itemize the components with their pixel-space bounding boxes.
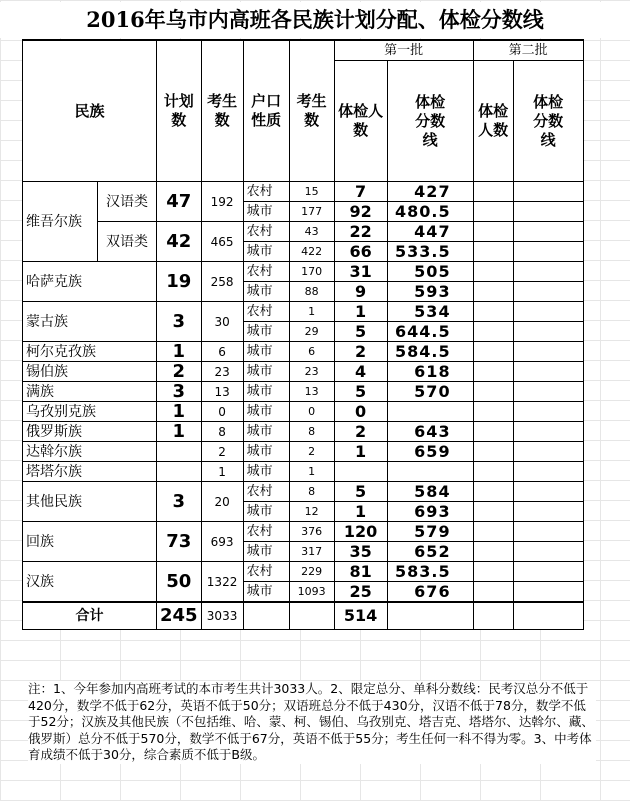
hukou-cell: 城市	[243, 422, 289, 442]
batch2-exam-score-cell	[513, 202, 583, 222]
batch1-exam-count-cell: 0	[334, 402, 387, 422]
hukou-candidates-cell: 88	[289, 282, 334, 302]
batch1-exam-score-cell: 643	[387, 422, 473, 442]
ethnicity-cell: 满族	[23, 382, 157, 402]
plan-count-cell: 47	[157, 182, 202, 222]
hukou-cell: 城市	[243, 322, 289, 342]
batch2-exam-count-cell	[473, 382, 513, 402]
header-ethnicity: 民族	[23, 40, 157, 182]
candidate-count-cell: 13	[201, 382, 243, 402]
hukou-cell: 农村	[243, 302, 289, 322]
hukou-cell: 农村	[243, 562, 289, 582]
batch2-exam-score-cell	[513, 542, 583, 562]
batch2-exam-score-cell	[513, 422, 583, 442]
header-hukou: 户口性质	[243, 40, 289, 182]
hukou-candidates-cell: 170	[289, 262, 334, 282]
ethnicity-cell: 柯尔克孜族	[23, 342, 157, 362]
total-plan-cell: 245	[157, 602, 202, 630]
candidate-count-cell: 8	[201, 422, 243, 442]
batch1-exam-count-cell: 5	[334, 322, 387, 342]
hukou-cell: 农村	[243, 222, 289, 242]
ethnicity-cell: 哈萨克族	[23, 262, 157, 302]
batch1-exam-score-cell: 447	[387, 222, 473, 242]
hukou-cell: 城市	[243, 582, 289, 603]
header-batch1-exam-score: 体检分数线	[387, 61, 473, 182]
batch1-exam-count-cell: 120	[334, 522, 387, 542]
candidate-count-cell: 192	[201, 182, 243, 222]
batch2-exam-score-cell	[513, 242, 583, 262]
batch2-exam-score-cell	[513, 342, 583, 362]
batch1-exam-count-cell: 1	[334, 502, 387, 522]
hukou-cell: 城市	[243, 362, 289, 382]
batch1-exam-count-cell: 35	[334, 542, 387, 562]
table-row	[23, 382, 584, 402]
batch2-exam-count-cell	[473, 542, 513, 562]
batch2-exam-count-cell	[473, 442, 513, 462]
batch2-exam-score-cell	[513, 482, 583, 502]
candidate-count-cell: 6	[201, 342, 243, 362]
batch1-exam-count-cell: 5	[334, 482, 387, 502]
batch2-exam-count-cell	[473, 402, 513, 422]
table-row	[23, 442, 584, 462]
batch1-exam-score-cell: 534	[387, 302, 473, 322]
candidate-count-cell: 0	[201, 402, 243, 422]
table-row	[23, 402, 584, 422]
page-title: 2016年乌市内高班各民族计划分配、体检分数线	[0, 2, 630, 38]
ethnicity-cell: 汉族	[23, 562, 157, 603]
batch2-exam-count-cell	[473, 222, 513, 242]
batch1-exam-score-cell: 427	[387, 182, 473, 202]
batch2-exam-count-cell	[473, 182, 513, 202]
hukou-cell: 农村	[243, 262, 289, 282]
hukou-candidates-cell: 6	[289, 342, 334, 362]
batch1-exam-score-cell	[387, 462, 473, 482]
hukou-candidates-cell: 0	[289, 402, 334, 422]
subcategory-cell: 汉语类	[98, 182, 157, 222]
batch1-exam-score-cell: 584	[387, 482, 473, 502]
batch1-exam-count-cell: 5	[334, 382, 387, 402]
batch1-exam-count-cell: 22	[334, 222, 387, 242]
hukou-candidates-cell: 1	[289, 302, 334, 322]
candidate-count-cell: 1322	[201, 562, 243, 603]
plan-count-cell: 2	[157, 362, 202, 382]
hukou-cell: 城市	[243, 442, 289, 462]
plan-count-cell	[157, 462, 202, 482]
batch1-exam-score-cell: 652	[387, 542, 473, 562]
header-batch2-exam-score: 体检分数线	[513, 61, 583, 182]
batch1-exam-count-cell: 92	[334, 202, 387, 222]
candidate-count-cell: 2	[201, 442, 243, 462]
plan-count-cell: 19	[157, 262, 202, 302]
batch1-exam-count-cell	[334, 462, 387, 482]
batch1-exam-score-cell: 693	[387, 502, 473, 522]
header-batch2-exam-count: 体检人数	[473, 61, 513, 182]
batch1-exam-count-cell: 2	[334, 422, 387, 442]
header-hukou-candidates: 考生数	[289, 40, 334, 182]
hukou-candidates-cell: 43	[289, 222, 334, 242]
batch1-exam-score-cell: 579	[387, 522, 473, 542]
hukou-cell: 农村	[243, 482, 289, 502]
subcategory-cell: 双语类	[98, 222, 157, 262]
total-row	[23, 602, 584, 630]
hukou-candidates-cell: 376	[289, 522, 334, 542]
hukou-cell: 城市	[243, 382, 289, 402]
hukou-cell: 城市	[243, 502, 289, 522]
total-batch1-count-cell: 514	[334, 602, 387, 630]
plan-count-cell: 3	[157, 382, 202, 402]
plan-count-cell: 1	[157, 402, 202, 422]
batch2-exam-score-cell	[513, 442, 583, 462]
hukou-candidates-cell: 29	[289, 322, 334, 342]
hukou-cell: 农村	[243, 182, 289, 202]
ethnicity-cell: 锡伯族	[23, 362, 157, 382]
candidate-count-cell: 465	[201, 222, 243, 262]
batch2-exam-score-cell	[513, 322, 583, 342]
batch1-exam-score-cell: 533.5	[387, 242, 473, 262]
batch1-exam-count-cell: 66	[334, 242, 387, 262]
batch2-exam-score-cell	[513, 282, 583, 302]
ethnicity-cell: 塔塔尔族	[23, 462, 157, 482]
plan-count-cell: 50	[157, 562, 202, 603]
batch1-exam-count-cell: 7	[334, 182, 387, 202]
header-plan: 计划数	[157, 40, 202, 182]
batch2-exam-count-cell	[473, 282, 513, 302]
table-row	[23, 262, 584, 282]
plan-count-cell: 3	[157, 302, 202, 342]
plan-count-cell	[157, 442, 202, 462]
hukou-candidates-cell: 317	[289, 542, 334, 562]
total-batch1-score-cell	[387, 602, 473, 630]
batch2-exam-score-cell	[513, 462, 583, 482]
plan-count-cell: 73	[157, 522, 202, 562]
hukou-candidates-cell: 229	[289, 562, 334, 582]
total-batch2-count-cell	[473, 602, 513, 630]
ethnicity-cell: 维吾尔族	[23, 182, 98, 262]
table-row	[23, 422, 584, 442]
table-row	[23, 482, 584, 502]
hukou-candidates-cell: 1	[289, 462, 334, 482]
batch2-exam-count-cell	[473, 422, 513, 442]
candidate-count-cell: 23	[201, 362, 243, 382]
batch2-exam-score-cell	[513, 262, 583, 282]
batch1-exam-score-cell: 659	[387, 442, 473, 462]
batch2-exam-count-cell	[473, 362, 513, 382]
batch2-exam-count-cell	[473, 202, 513, 222]
table-row	[23, 562, 584, 582]
batch2-exam-score-cell	[513, 302, 583, 322]
total-batch2-score-cell	[513, 602, 583, 630]
hukou-candidates-cell: 12	[289, 502, 334, 522]
allocation-table	[22, 39, 584, 630]
batch2-exam-score-cell	[513, 222, 583, 242]
batch2-exam-count-cell	[473, 562, 513, 582]
batch2-exam-count-cell	[473, 322, 513, 342]
batch2-exam-score-cell	[513, 382, 583, 402]
batch2-exam-score-cell	[513, 562, 583, 582]
table-row	[23, 182, 584, 202]
batch1-exam-count-cell: 25	[334, 582, 387, 603]
ethnicity-cell: 乌孜别克族	[23, 402, 157, 422]
total-candidate-cell: 3033	[201, 602, 243, 630]
batch2-exam-count-cell	[473, 342, 513, 362]
candidate-count-cell: 20	[201, 482, 243, 522]
header-batch1-exam-count: 体检人数	[334, 61, 387, 182]
batch1-exam-score-cell: 570	[387, 382, 473, 402]
batch2-exam-score-cell	[513, 582, 583, 603]
ethnicity-cell: 达斡尔族	[23, 442, 157, 462]
plan-count-cell: 3	[157, 482, 202, 522]
batch1-exam-score-cell: 584.5	[387, 342, 473, 362]
batch1-exam-count-cell: 81	[334, 562, 387, 582]
hukou-candidates-cell: 8	[289, 482, 334, 502]
header-candidates: 考生数	[201, 40, 243, 182]
hukou-cell: 城市	[243, 242, 289, 262]
total-hukou-cell	[243, 602, 289, 630]
footnote: 注：1、今年参加内高班考试的本市考生共计3033人。2、限定总分、单科分数线：民考汉总分不低于420分，数学不低于62分，英语不低于50分；双语班总分不低于430分，汉语不低于78分，数学不低于52分；汉族及其他民族（不包括维、哈、蒙、柯、锡伯、乌孜别克、塔吉克、塔塔尔、达斡尔、藏、俄罗斯）总分不低于570分，数学不低于67分，英语不低于55分；考生任何一科不得为零。3、中考体育成绩不低于30分，综合素质不低于B级。	[28, 681, 596, 764]
batch2-exam-score-cell	[513, 502, 583, 522]
batch1-exam-count-cell: 2	[334, 342, 387, 362]
hukou-candidates-cell: 13	[289, 382, 334, 402]
batch2-exam-count-cell	[473, 582, 513, 603]
batch1-exam-score-cell: 593	[387, 282, 473, 302]
table-row	[23, 522, 584, 542]
batch2-exam-count-cell	[473, 302, 513, 322]
batch1-exam-score-cell: 618	[387, 362, 473, 382]
ethnicity-cell: 回族	[23, 522, 157, 562]
hukou-cell: 城市	[243, 282, 289, 302]
candidate-count-cell: 30	[201, 302, 243, 342]
ethnicity-cell: 蒙古族	[23, 302, 157, 342]
batch1-exam-count-cell: 9	[334, 282, 387, 302]
hukou-candidates-cell: 177	[289, 202, 334, 222]
hukou-cell: 城市	[243, 462, 289, 482]
batch2-exam-count-cell	[473, 262, 513, 282]
table-row	[23, 362, 584, 382]
batch1-exam-count-cell: 31	[334, 262, 387, 282]
batch1-exam-score-cell: 676	[387, 582, 473, 603]
batch2-exam-score-cell	[513, 402, 583, 422]
ethnicity-cell: 其他民族	[23, 482, 157, 522]
candidate-count-cell: 258	[201, 262, 243, 302]
total-hukou-candidates-cell	[289, 602, 334, 630]
hukou-cell: 农村	[243, 522, 289, 542]
candidate-count-cell: 1	[201, 462, 243, 482]
table-row	[23, 342, 584, 362]
hukou-cell: 城市	[243, 342, 289, 362]
hukou-candidates-cell: 1093	[289, 582, 334, 603]
batch1-exam-score-cell: 583.5	[387, 562, 473, 582]
batch2-exam-score-cell	[513, 362, 583, 382]
hukou-candidates-cell: 8	[289, 422, 334, 442]
batch1-exam-count-cell: 4	[334, 362, 387, 382]
batch2-exam-score-cell	[513, 522, 583, 542]
header-batch1: 第一批	[334, 40, 473, 61]
plan-count-cell: 1	[157, 422, 202, 442]
hukou-candidates-cell: 15	[289, 182, 334, 202]
hukou-cell: 城市	[243, 202, 289, 222]
total-label: 合计	[23, 602, 157, 630]
batch1-exam-score-cell: 644.5	[387, 322, 473, 342]
batch1-exam-score-cell: 480.5	[387, 202, 473, 222]
hukou-cell: 城市	[243, 542, 289, 562]
header-batch2: 第二批	[473, 40, 583, 61]
table-row	[23, 222, 584, 242]
plan-count-cell: 42	[157, 222, 202, 262]
batch2-exam-count-cell	[473, 522, 513, 542]
table-row	[23, 462, 584, 482]
candidate-count-cell: 693	[201, 522, 243, 562]
batch2-exam-count-cell	[473, 462, 513, 482]
batch2-exam-count-cell	[473, 502, 513, 522]
hukou-candidates-cell: 23	[289, 362, 334, 382]
batch2-exam-score-cell	[513, 182, 583, 202]
batch1-exam-count-cell: 1	[334, 302, 387, 322]
hukou-candidates-cell: 2	[289, 442, 334, 462]
batch1-exam-count-cell: 1	[334, 442, 387, 462]
ethnicity-cell: 俄罗斯族	[23, 422, 157, 442]
hukou-cell: 城市	[243, 402, 289, 422]
batch2-exam-count-cell	[473, 242, 513, 262]
table-row	[23, 302, 584, 322]
plan-count-cell: 1	[157, 342, 202, 362]
batch2-exam-count-cell	[473, 482, 513, 502]
batch1-exam-score-cell: 505	[387, 262, 473, 282]
batch1-exam-score-cell	[387, 402, 473, 422]
hukou-candidates-cell: 422	[289, 242, 334, 262]
